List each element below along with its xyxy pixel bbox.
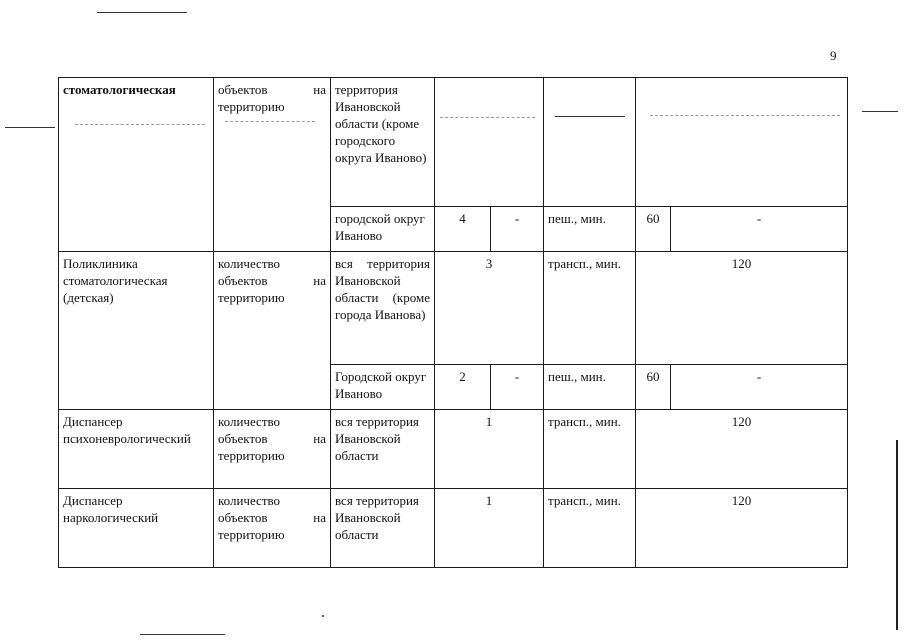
indicator-cell	[214, 252, 331, 410]
dash-cell: -	[671, 365, 848, 410]
value-cell: 1	[435, 410, 544, 489]
time-cell: 60	[636, 207, 671, 252]
indicator-text: количество объектов на	[218, 414, 326, 446]
territory-cell: Городской округ Иваново	[331, 365, 435, 410]
time-cell: 120	[636, 252, 848, 365]
facility-name: стоматологическая	[59, 78, 214, 252]
territory-cell: территория Ивановской области (кроме городского округа Иваново)	[331, 78, 435, 207]
time-cell	[636, 78, 848, 207]
unit-cell: пеш., мин.	[544, 365, 636, 410]
scan-artifact-dot	[322, 615, 324, 617]
value-cell: 4	[435, 207, 491, 252]
indicator-text: территорию	[218, 99, 285, 114]
territory-cell: вся территория Ивановской области (кроме города Иванова)	[331, 252, 435, 365]
dash-cell: -	[671, 207, 848, 252]
time-cell: 120	[636, 489, 848, 568]
territory-cell: вся территория Ивановской области	[331, 489, 435, 568]
norms-table	[58, 77, 848, 568]
scan-artifact-line	[862, 111, 898, 112]
scan-artifact-edge	[896, 440, 898, 630]
scan-artifact-line	[140, 634, 225, 635]
indicator-text: территорию	[218, 290, 285, 305]
value-cell: 3	[435, 252, 544, 365]
unit-cell: трансп., мин.	[544, 252, 636, 365]
indicator-cell	[214, 489, 331, 568]
page-number: 9	[830, 48, 837, 63]
table-row	[59, 489, 848, 568]
facility-name: Диспансер наркологический	[59, 489, 214, 568]
indicator-text: территорию	[218, 448, 285, 463]
indicator-text: количество объектов на	[218, 493, 326, 525]
value-cell: 2	[435, 365, 491, 410]
value-cell	[435, 78, 544, 207]
time-cell: 60	[636, 365, 671, 410]
unit-cell: трансп., мин.	[544, 489, 636, 568]
indicator-cell	[214, 78, 331, 252]
unit-cell	[544, 78, 636, 207]
indicator-text: количество объектов на	[218, 256, 326, 288]
dash-cell: -	[491, 365, 544, 410]
value-cell: 1	[435, 489, 544, 568]
table-row	[59, 78, 848, 207]
indicator-text: объектов на	[218, 82, 326, 97]
territory-cell: городской округ Иваново	[331, 207, 435, 252]
scan-artifact-line	[5, 127, 55, 128]
unit-cell: трансп., мин.	[544, 410, 636, 489]
territory-cell: вся территория Ивановской области	[331, 410, 435, 489]
scan-artifact-line	[97, 12, 187, 13]
table-row	[59, 410, 848, 489]
dash-cell: -	[491, 207, 544, 252]
facility-name: Поликлиника стоматологическая (детская)	[59, 252, 214, 410]
indicator-cell	[214, 410, 331, 489]
indicator-text: территорию	[218, 527, 285, 542]
unit-cell: пеш., мин.	[544, 207, 636, 252]
time-cell: 120	[636, 410, 848, 489]
facility-name: Диспансер психоневрологический	[59, 410, 214, 489]
table-row	[59, 252, 848, 365]
